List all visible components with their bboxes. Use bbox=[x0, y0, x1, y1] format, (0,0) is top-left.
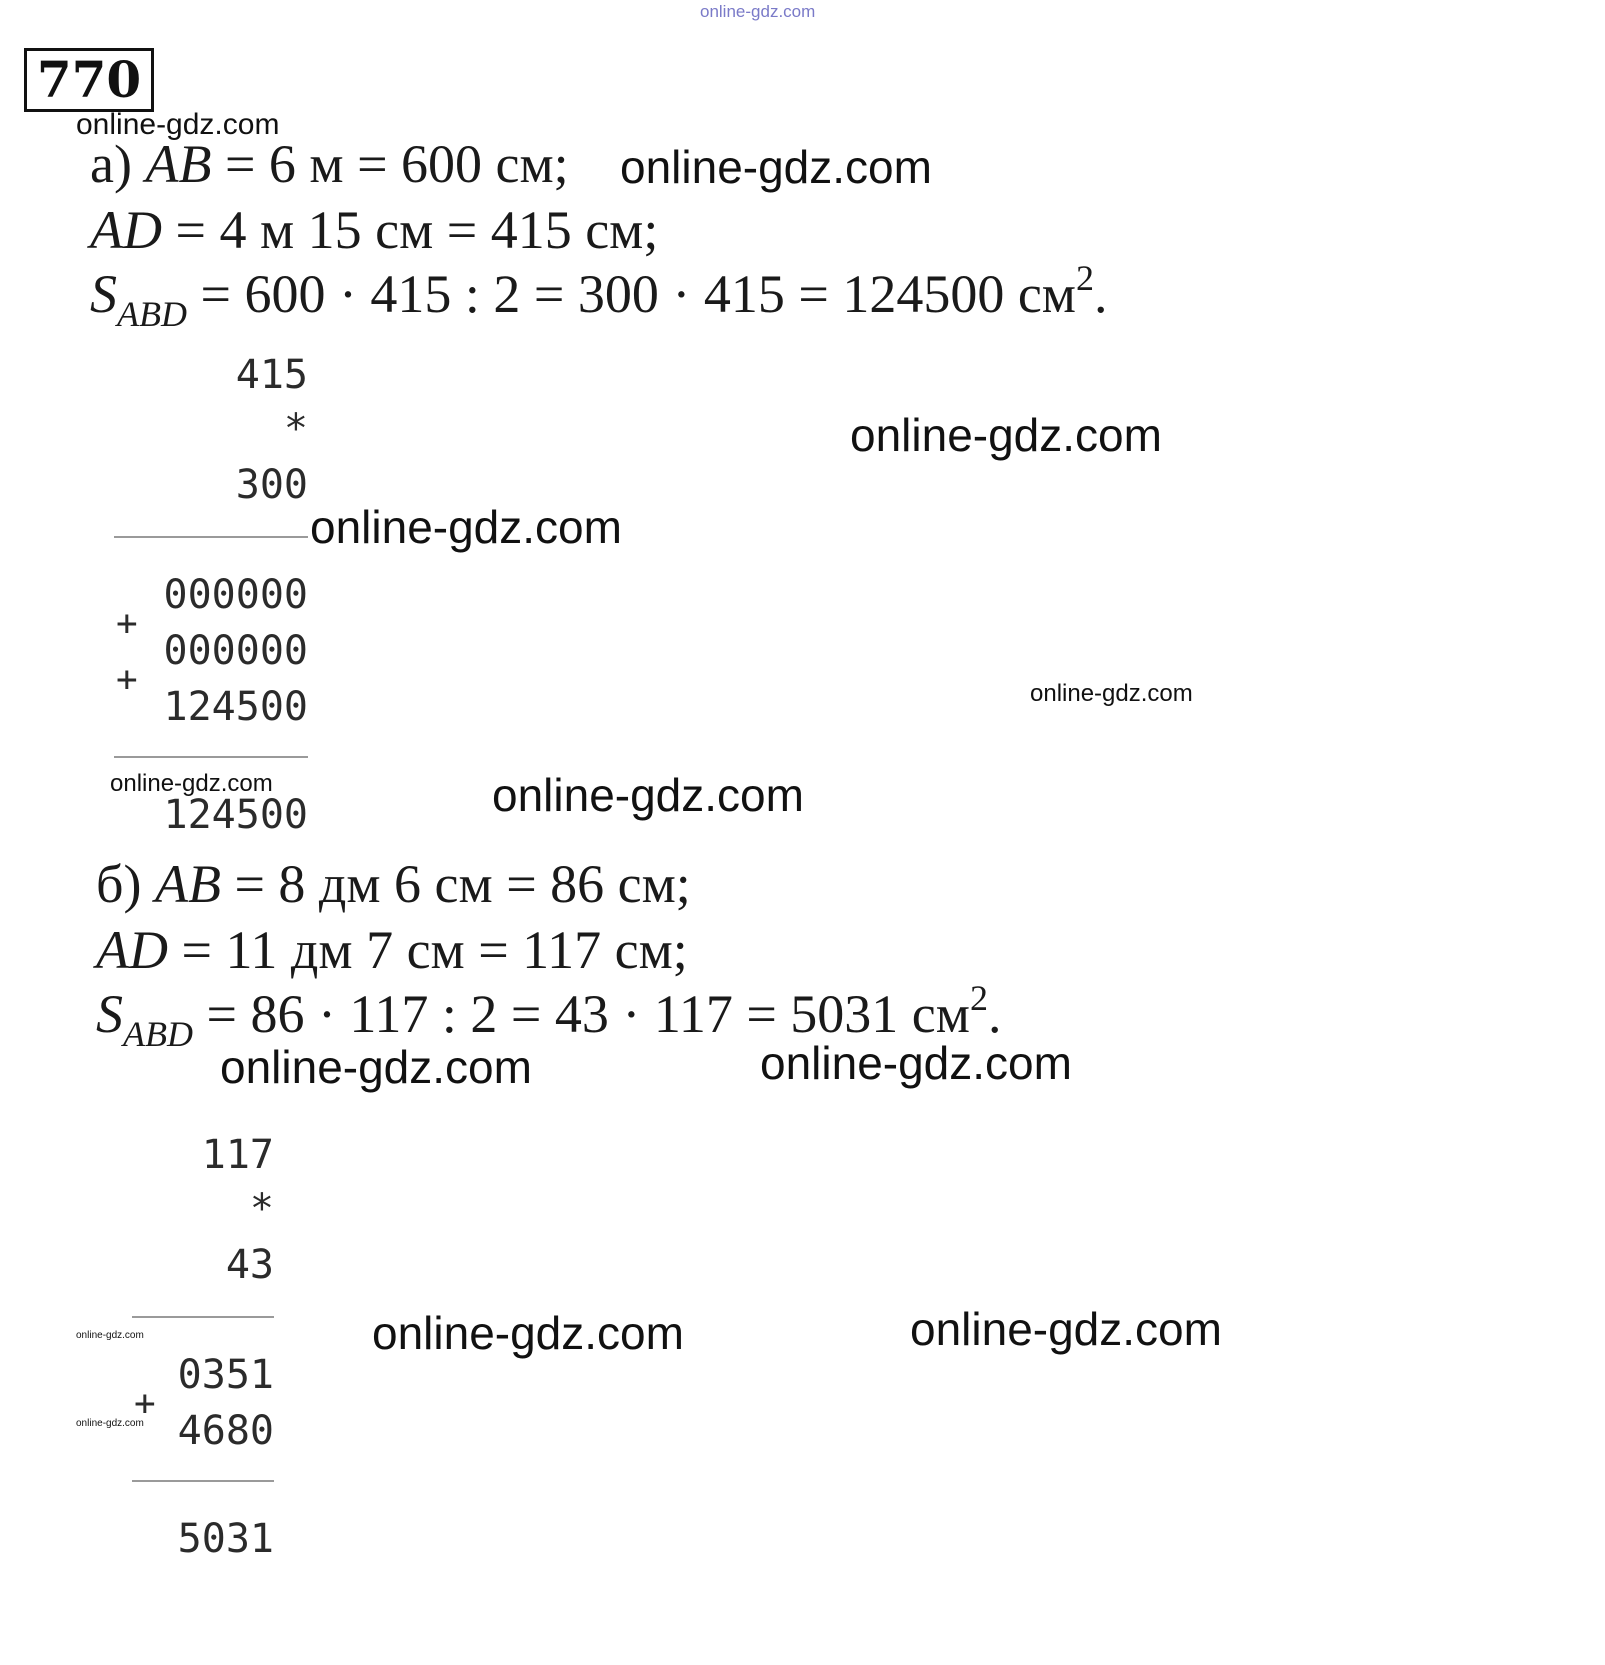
calc-a-factor-1: 415 bbox=[235, 352, 308, 398]
part-b-label: б) bbox=[96, 854, 142, 914]
watermark: online-gdz.com bbox=[760, 1037, 1072, 1089]
eq-rest: = 4 м 15 см = 415 см; bbox=[161, 200, 659, 260]
calc-a-partial-1: 000000 bbox=[163, 572, 308, 618]
var-ab: AB bbox=[145, 134, 212, 194]
var-s-subscript: ABD bbox=[123, 1014, 193, 1054]
calc-b-rule-2 bbox=[132, 1480, 274, 1482]
watermark: online-gdz.com bbox=[492, 769, 804, 821]
watermark: online-gdz.com bbox=[1030, 680, 1193, 707]
calc-b-partial-2: 4680 bbox=[177, 1408, 274, 1454]
var-s-subscript: ABD bbox=[117, 294, 187, 334]
calc-b-result: 5031 bbox=[177, 1516, 274, 1562]
eq-end: . bbox=[1093, 264, 1108, 324]
calc-a-rule-2 bbox=[114, 756, 308, 758]
var-s: S bbox=[96, 984, 123, 1044]
watermark: online-gdz.com bbox=[220, 1041, 532, 1093]
part-a-label: а) bbox=[90, 134, 132, 194]
eq-rest: = 8 дм 6 см = 86 см; bbox=[220, 854, 691, 914]
calc-a-result: 124500 bbox=[163, 792, 308, 838]
eq-rest: = 11 дм 7 см = 117 см; bbox=[167, 920, 688, 980]
watermark: online-gdz.com bbox=[110, 770, 273, 797]
watermark: online-gdz.com bbox=[372, 1307, 684, 1359]
calc-a-partial-3: 124500 bbox=[163, 684, 308, 730]
calc-a-factor-2: 300 bbox=[235, 462, 308, 508]
calc-b-operator: * bbox=[249, 1186, 274, 1232]
var-ad: AD bbox=[96, 920, 168, 980]
calc-a-plus-2: + bbox=[116, 659, 138, 700]
calc-b-partial-1: 0351 bbox=[177, 1352, 274, 1398]
var-ad: AD bbox=[90, 200, 162, 260]
watermark: online-gdz.com bbox=[850, 409, 1162, 461]
calc-b-rule-1 bbox=[132, 1316, 274, 1318]
calc-b-plus: + bbox=[134, 1383, 156, 1424]
exponent: 2 bbox=[1075, 258, 1094, 298]
var-ab: AB bbox=[154, 854, 221, 914]
part-b-line-2 bbox=[96, 920, 688, 980]
watermark: online-gdz.com bbox=[76, 1330, 144, 1341]
calc-b-factor-1: 117 bbox=[201, 1132, 274, 1178]
calc-b-factor-2: 43 bbox=[225, 1242, 274, 1288]
watermark: online-gdz.com bbox=[76, 108, 280, 141]
eq-rest: = 600 · 415 : 2 = 300 · 415 = 124500 см bbox=[186, 264, 1076, 324]
calc-a-partial-2: 000000 bbox=[163, 628, 308, 674]
part-b-line-1 bbox=[96, 854, 691, 914]
calc-a-plus-1: + bbox=[116, 603, 138, 644]
watermark: online-gdz.com bbox=[310, 501, 622, 553]
calc-a-rule-1 bbox=[114, 536, 308, 538]
part-b-line-3 bbox=[96, 978, 1002, 1054]
watermark-top: online-gdz.com bbox=[700, 2, 816, 21]
exponent: 2 bbox=[969, 978, 988, 1018]
watermark: online-gdz.com bbox=[620, 141, 932, 193]
var-s: S bbox=[90, 264, 117, 324]
eq-rest: = 86 · 117 : 2 = 43 · 117 = 5031 см bbox=[192, 984, 970, 1044]
problem-number: 770 bbox=[24, 48, 154, 112]
eq-end: . bbox=[987, 984, 1002, 1044]
watermark: online-gdz.com bbox=[910, 1303, 1222, 1355]
eq-rest: = 6 м = 600 см; bbox=[211, 134, 569, 194]
watermark: online-gdz.com bbox=[76, 1418, 144, 1429]
part-a-line-3 bbox=[90, 258, 1108, 334]
calc-a-operator: * bbox=[283, 406, 308, 452]
part-a-line-1 bbox=[90, 134, 569, 194]
part-a-line-2 bbox=[90, 200, 658, 260]
